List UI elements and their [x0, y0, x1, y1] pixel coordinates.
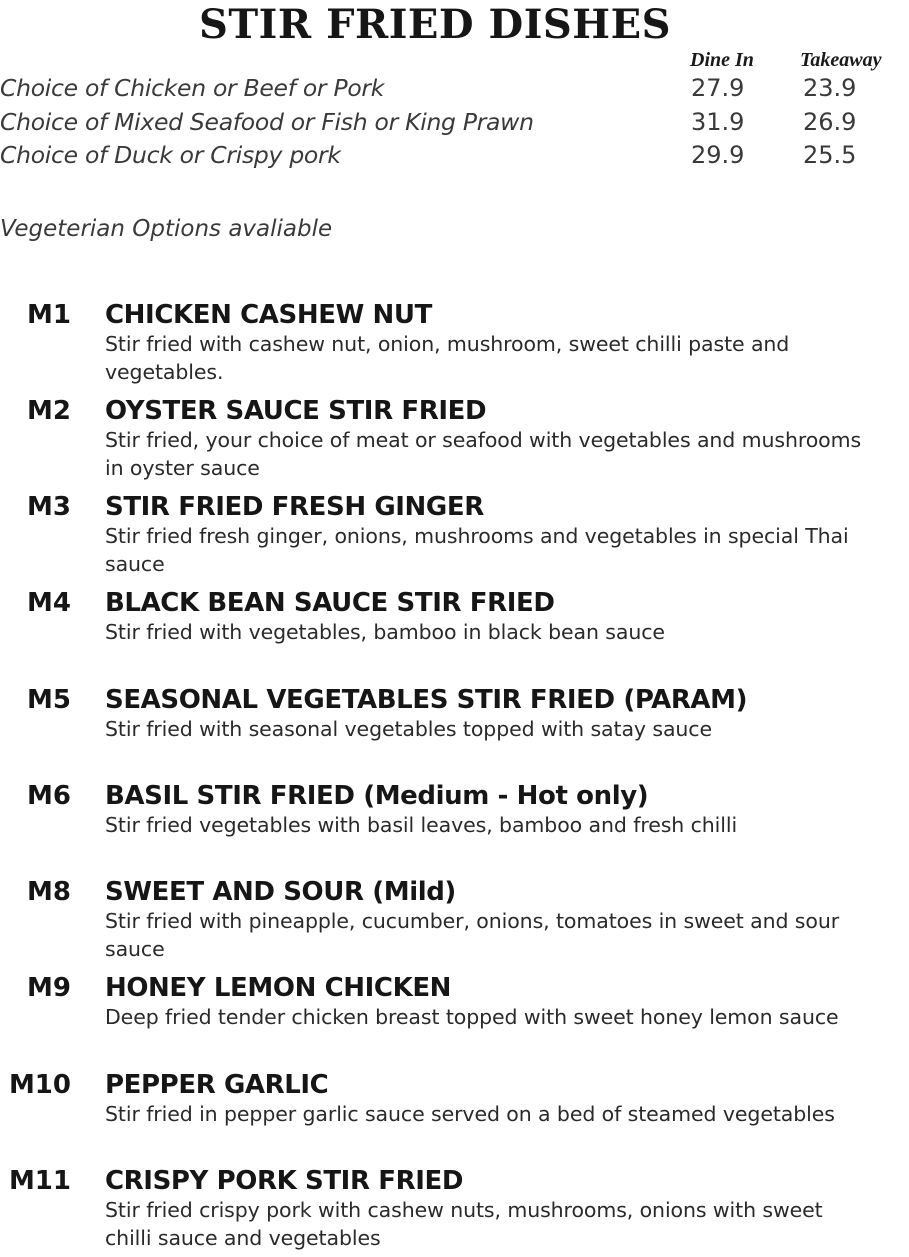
item-description: Stir fried with cashew nut, onion, mushroom, sweet chilli paste and vegetables.: [105, 332, 790, 384]
item-name: BASIL STIR FRIED (Medium - Hot only): [105, 781, 649, 811]
item-code: M4: [27, 588, 71, 618]
item-description: Stir fried with pineapple, cucumber, onions, tomatoes in sweet and sour sauce: [105, 909, 840, 961]
item-name: SWEET AND SOUR (Mild): [105, 877, 456, 907]
item-name: BLACK BEAN SAUCE STIR FRIED: [105, 588, 555, 618]
price-takeaway: 25.5: [803, 141, 857, 169]
item-description: Stir fried in pepper garlic sauce served on a bed of steamed vegetables: [105, 1102, 835, 1126]
item-name: PEPPER GARLIC: [105, 1070, 329, 1100]
item-name: OYSTER SAUCE STIR FRIED: [105, 396, 487, 426]
item-code: M8: [27, 877, 71, 907]
price-dine-in: 31.9: [691, 108, 745, 136]
item-code: M5: [27, 685, 71, 715]
item-code: M10: [8, 1070, 71, 1100]
item-description: Stir fried, your choice of meat or seafood with vegetables and mushrooms in oyster sauce: [105, 428, 862, 480]
column-header-dine-in: Dine In: [690, 49, 754, 71]
item-name: CHICKEN CASHEW NUT: [105, 300, 432, 330]
column-header-takeaway: Takeaway: [800, 49, 882, 71]
price-choice-label: Choice of Duck or Crispy pork: [0, 141, 341, 169]
price-dine-in: 29.9: [691, 141, 745, 169]
item-description: Stir fried crispy pork with cashew nuts, mushrooms, onions with sweet chilli sauce and vegetables: [105, 1198, 823, 1250]
item-code: M3: [27, 492, 71, 522]
price-choice-label: Choice of Chicken or Beef or Pork: [0, 74, 385, 102]
vegetarian-note: Vegeterian Options avaliable: [0, 216, 333, 242]
item-name: STIR FRIED FRESH GINGER: [105, 492, 484, 522]
item-code: M1: [27, 300, 71, 330]
item-description: Stir fried with seasonal vegetables topped with satay sauce: [105, 717, 712, 741]
price-choice-label: Choice of Mixed Seafood or Fish or King Prawn: [0, 108, 534, 136]
item-code: M9: [27, 973, 71, 1003]
item-name: SEASONAL VEGETABLES STIR FRIED (PARAM): [105, 685, 748, 715]
item-name: CRISPY PORK STIR FRIED: [105, 1166, 464, 1196]
menu-title: STIR FRIED DISHES: [199, 1, 671, 48]
price-takeaway: 26.9: [803, 108, 857, 136]
price-row: [0, 71, 909, 105]
item-description: Deep fried tender chicken breast topped with sweet honey lemon sauce: [105, 1005, 839, 1029]
item-description: Stir fried fresh ginger, onions, mushrooms and vegetables in special Thai sauce: [105, 524, 849, 576]
price-dine-in: 27.9: [691, 74, 745, 102]
item-code: M6: [27, 781, 71, 811]
price-row: [0, 105, 909, 139]
item-name: HONEY LEMON CHICKEN: [105, 973, 452, 1003]
item-code: M2: [27, 396, 71, 426]
price-takeaway: 23.9: [803, 74, 857, 102]
item-description: Stir fried vegetables with basil leaves, bamboo and fresh chilli: [105, 813, 738, 837]
item-code: M11: [8, 1166, 71, 1196]
price-row: [0, 138, 909, 172]
item-description: Stir fried with vegetables, bamboo in black bean sauce: [105, 620, 665, 644]
